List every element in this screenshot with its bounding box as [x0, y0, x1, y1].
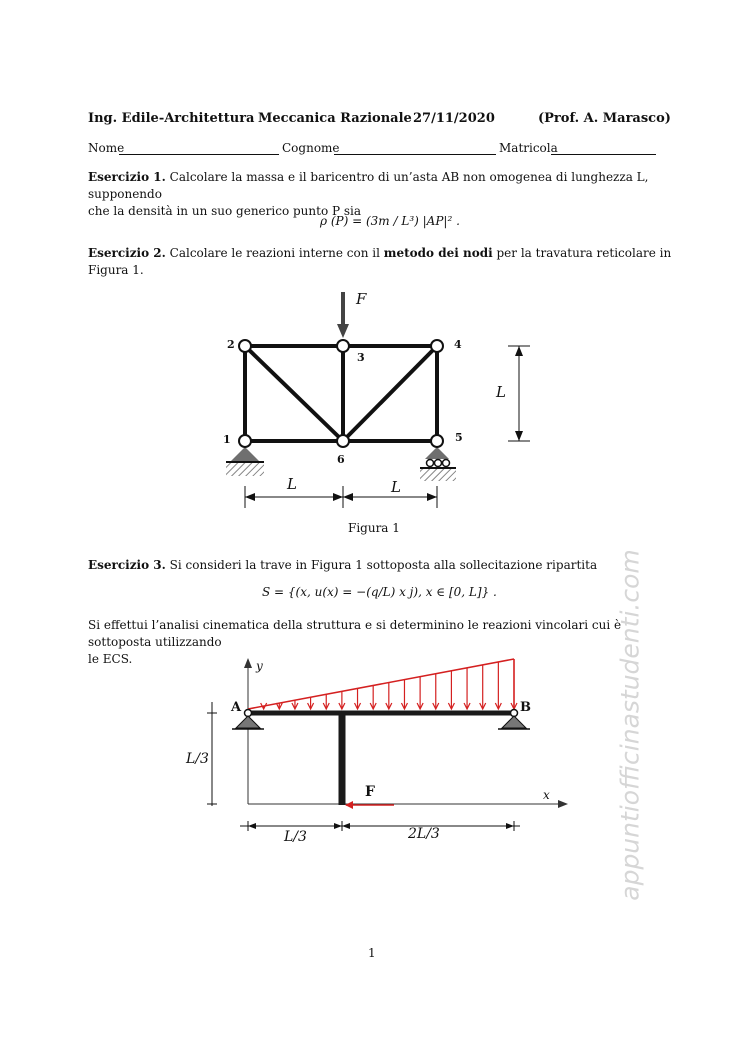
truss-members: [245, 346, 437, 441]
truss-pin-support: [230, 447, 260, 462]
truss-node-3: [337, 340, 349, 352]
truss-force-label: F: [356, 290, 367, 308]
exercise-3-line1: Si consideri la trave in Figura 1 sottoposta alla sollecitazione ripartita: [169, 558, 598, 572]
truss-force-arrowhead: [337, 324, 349, 338]
exercise-1-formula: ρ (P) = (3m / L³) |AP|² .: [320, 214, 460, 228]
truss-node-label-1: 1: [223, 433, 231, 446]
beam-point-a-label: A: [231, 700, 242, 715]
matricola-label: Matricola: [499, 141, 558, 155]
beam-support-b: [502, 716, 526, 728]
course-program: Ing. Edile-Architettura: [88, 111, 255, 126]
exercise-1-title: Esercizio 1.: [88, 170, 166, 184]
beam-dim-height-label: L/3: [186, 751, 209, 767]
exercise-3-text: [88, 557, 688, 574]
exercise-3-line2: Si effettui l’analisi cinematica della struttura e si determinino le reazioni vincolari cui è sottoposta utilizzando: [88, 618, 622, 649]
truss-node-label-6: 6: [337, 453, 345, 466]
beam-dim-right-label: 2L/3: [408, 826, 440, 842]
exercise-1-line2: che la densità in un suo generico punto P sia: [88, 204, 362, 218]
professor: (Prof. A. Marasco): [538, 111, 671, 126]
truss-node-label-4: 4: [454, 338, 462, 351]
figure-1-caption: Figura 1: [348, 521, 400, 535]
watermark-text: appuntiofficinastudenti.com: [615, 549, 645, 901]
nome-label: Nome: [88, 141, 125, 155]
truss-roller-support: [425, 447, 449, 459]
exercise-2-method: metodo dei nodi: [383, 246, 493, 260]
beam-axis-y-label: y: [256, 659, 263, 673]
beam-support-a: [236, 716, 260, 728]
truss-ground-left: [226, 463, 264, 476]
beam-point-b-label: B: [520, 700, 531, 715]
truss-ground-right: [420, 469, 456, 481]
truss-node-label-5: 5: [455, 431, 463, 444]
exercise-2-text-after: per la travatura reticolare in Figura 1.: [88, 246, 672, 277]
truss-node-6: [337, 435, 349, 447]
exercise-1-line1: Calcolare la massa e il baricentro di un’asta AB non omogenea di lunghezza L, supponendo: [88, 170, 649, 201]
page-number: 1: [368, 946, 376, 960]
beam-force-label: F: [365, 784, 375, 800]
exercise-3-title: Esercizio 3.: [88, 558, 166, 572]
exercise-2-title: Esercizio 2.: [88, 246, 166, 260]
truss-node-4: [431, 340, 443, 352]
truss-node-5: [431, 435, 443, 447]
truss-node-label-3: 3: [357, 351, 365, 364]
truss-node-2: [239, 340, 251, 352]
truss-dim-vertical-label: L: [496, 383, 506, 401]
cognome-label: Cognome: [282, 141, 340, 155]
exercise-3-text-2: [88, 617, 688, 668]
exercise-3-formula: S = {(x, u(x) = −(q/L) x j), x ∈ [0, L]} .: [262, 585, 497, 599]
truss-node-label-2: 2: [227, 338, 235, 351]
truss-dim-right-label: L: [391, 478, 401, 496]
beam-axis-x-label: x: [543, 788, 550, 802]
beam-dim-left-label: L/3: [284, 829, 307, 845]
subject: Meccanica Razionale: [258, 111, 412, 126]
truss-dim-left-label: L: [287, 475, 297, 493]
truss-node-1: [239, 435, 251, 447]
exercise-3-line3: le ECS.: [88, 652, 133, 666]
watermark: [600, 545, 660, 905]
exam-date: 27/11/2020: [413, 111, 495, 126]
exercise-2-text-before: Calcolare le reazioni interne con il: [169, 246, 380, 260]
